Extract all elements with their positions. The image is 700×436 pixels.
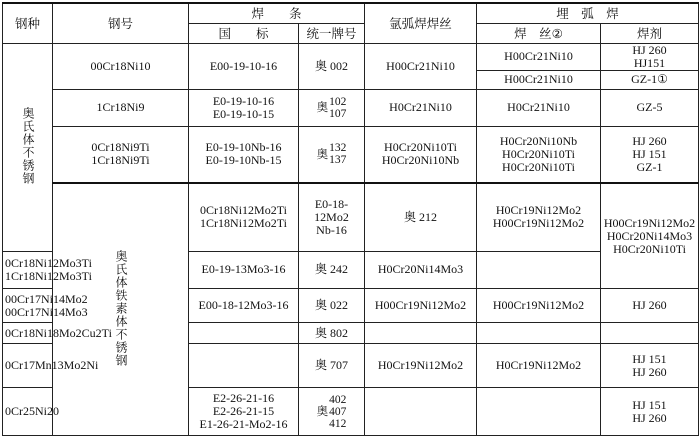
table-row-argon: H0Cr20Ni14Mo3: [365, 251, 477, 288]
header-brand: 统一牌号: [299, 23, 365, 43]
table-row-grade: 0Cr18Ni9Ti 1Cr18Ni9Ti: [53, 126, 189, 183]
table-row-argon: [365, 388, 477, 436]
header-electrode: 焊 条: [189, 3, 365, 23]
table-row-argon: H0Cr21Ni10: [365, 89, 477, 126]
group-duplex: 奥氏体铁素体不锈钢: [53, 183, 189, 436]
table-row-brand: 奥 132 137: [299, 126, 365, 183]
header-grade: 钢号: [53, 3, 189, 43]
header-saw-wire: 焊 丝②: [477, 23, 601, 43]
table-row-saw-wire: H00Cr19Ni12Mo2 H0Cr20Ni14Mo3 H0Cr20Ni10Ti: [601, 183, 699, 289]
table-row-brand: 奥 242: [299, 251, 365, 288]
table-row-standard: [189, 323, 299, 344]
table-row-brand: 奥 402 407 412: [299, 388, 365, 436]
table-row-flux: HJ 260 HJ 151 GZ-1: [601, 126, 699, 183]
header-standard: 国 标: [189, 23, 299, 43]
table-row-standard: E0-18-12Mo2 Nb-16: [299, 183, 365, 251]
table-row-saw-wire: H0Cr19Ni12Mo2: [477, 344, 601, 388]
table-row-flux: HJ 260 HJ151: [601, 43, 699, 70]
table-row-brand: 奥 212: [365, 183, 477, 251]
table-row-standard: E0-19-10Nb-16 E0-19-10Nb-15: [189, 126, 299, 183]
table-row-brand: 奥 707: [299, 344, 365, 388]
table-row-flux: [601, 323, 699, 344]
header-steel-type: 钢种: [3, 3, 53, 43]
group-austenitic: 奥氏体不锈钢: [3, 43, 53, 251]
table-row-argon: H00Cr19Ni12Mo2: [365, 289, 477, 323]
table-row-argon: [365, 323, 477, 344]
header-argon-wire: 氩弧焊焊丝: [365, 3, 477, 43]
table-row-grade: 0Cr17Mn13Mo2Ni: [3, 344, 53, 388]
table-row-saw-wire: H00Cr21Ni10: [477, 70, 601, 89]
table-row-standard: E0-19-10-16 E0-19-10-15: [189, 89, 299, 126]
table-row-brand: 奥 802: [299, 323, 365, 344]
table-row-brand: 奥 022: [299, 289, 365, 323]
table-row-saw-wire: H0Cr21Ni10: [477, 89, 601, 126]
table-row-grade: 00Cr18Ni10: [53, 43, 189, 89]
table-row-standard: E00-18-12Mo3-16: [189, 289, 299, 323]
table-row-argon: H0Cr20Ni10Ti H0Cr20Ni10Nb: [365, 126, 477, 183]
header-flux: 焊剂: [601, 23, 699, 43]
table-row-grade: 0Cr18Ni12Mo3Ti 1Cr18Ni12Mo3Ti: [3, 251, 53, 288]
table-row-grade: 00Cr17Ni14Mo2 00Cr17Ni14Mo3: [3, 289, 53, 323]
table-row-standard: E00-19-10-16: [189, 43, 299, 89]
table-row-flux: HJ 151 HJ 260: [601, 388, 699, 436]
table-row-saw-wire: [477, 323, 601, 344]
table-row-grade: 0Cr25Ni20: [3, 388, 53, 436]
table-row-grade: 0Cr18Ni18Mo2Cu2Ti: [3, 323, 53, 344]
table-row-flux: HJ 260: [601, 289, 699, 323]
table-row-saw-wire: H00Cr19Ni12Mo2: [477, 289, 601, 323]
table-row-flux: GZ-1①: [601, 70, 699, 89]
table-row-standard: E0-19-13Mo3-16: [189, 251, 299, 288]
table-row-argon: H0Cr19Ni12Mo2 H00Cr19Ni12Mo2: [477, 183, 601, 251]
table-row-standard: [189, 344, 299, 388]
table-row-grade: 0Cr18Ni12Mo2Ti 1Cr18Ni12Mo2Ti: [189, 183, 299, 251]
table-row-saw-wire: [477, 388, 601, 436]
welding-materials-table: [2, 2, 699, 436]
table-row-grade: 1Cr18Ni9: [53, 89, 189, 126]
header-saw: 埋 弧 焊: [477, 3, 699, 23]
table-row-argon: H0Cr19Ni12Mo2: [365, 344, 477, 388]
table-row-flux: GZ-5: [601, 89, 699, 126]
table-row-argon: H00Cr21Ni10: [365, 43, 477, 89]
table-row-flux: HJ 151 HJ 260: [601, 344, 699, 388]
table-row-standard: E2-26-21-16 E2-26-21-15 E1-26-21-Mo2-16: [189, 388, 299, 436]
table-row-saw-wire: H00Cr21Ni10: [477, 43, 601, 70]
table-row-saw-wire: H0Cr20Ni10Nb H0Cr20Ni10Ti H0Cr20Ni10Ti: [477, 126, 601, 183]
table-row-brand: 奥 102 107: [299, 89, 365, 126]
table-row-brand: 奥 002: [299, 43, 365, 89]
